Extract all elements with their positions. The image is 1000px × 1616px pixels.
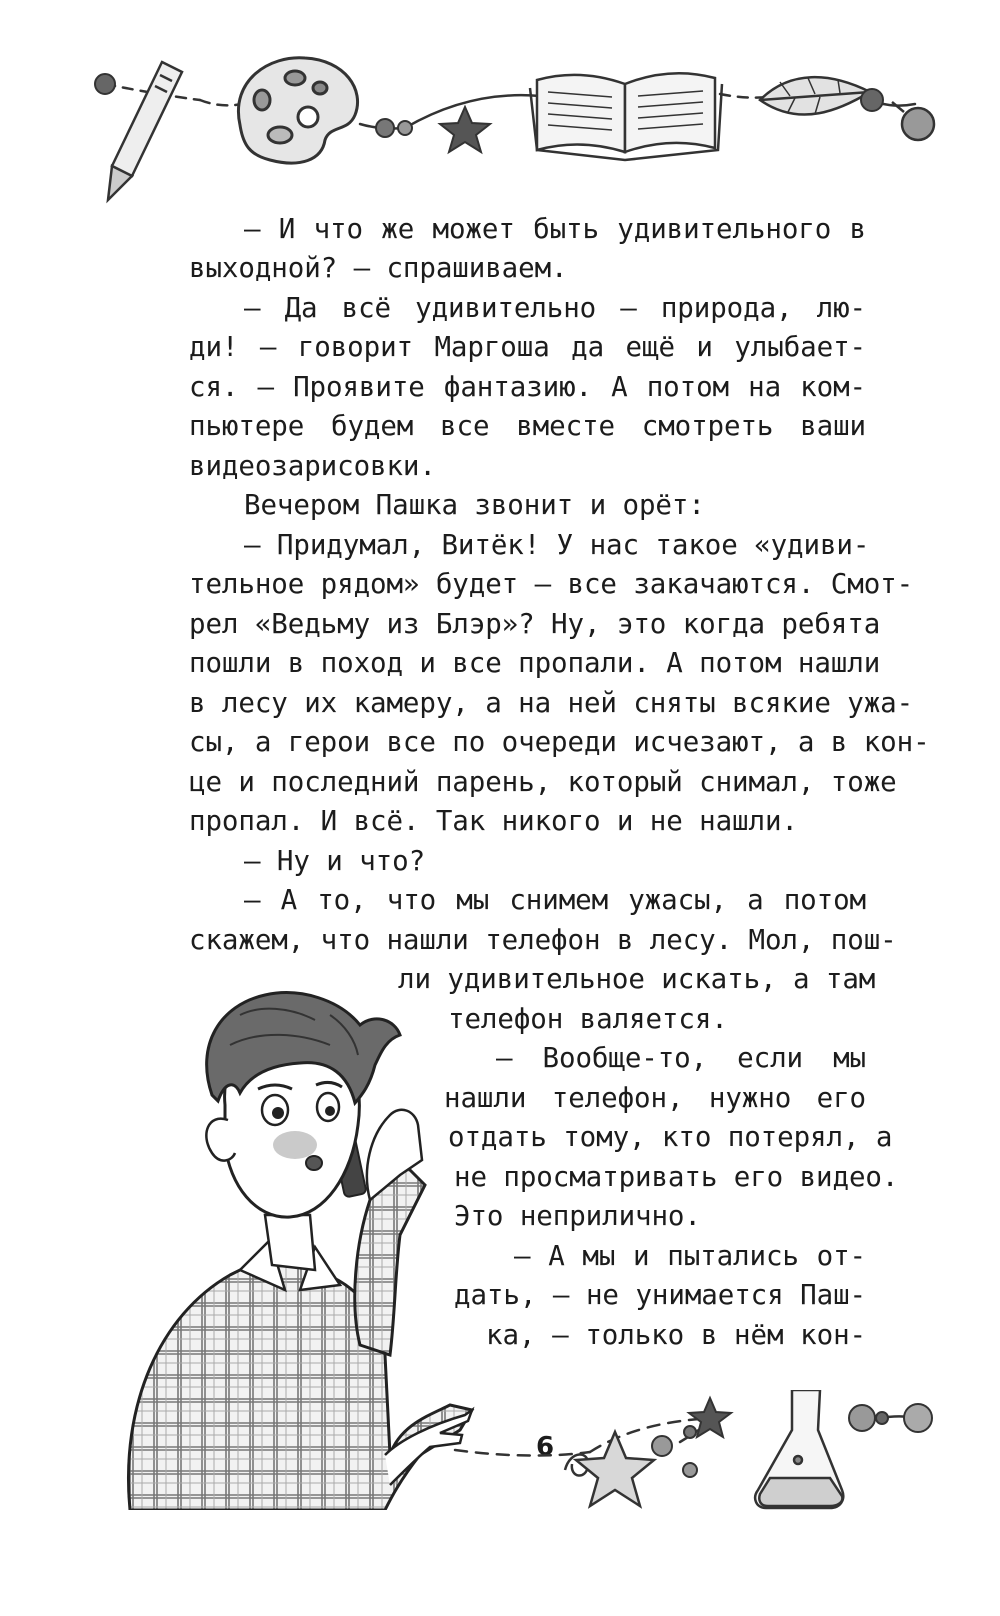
text-line: Вечером Пашка звонит и орёт: xyxy=(244,489,705,521)
text-line: ся. — Проявите фантазию. А потом на ком- xyxy=(189,371,866,403)
star-icon xyxy=(576,1432,654,1506)
text-line: ли удивительное искать, а там xyxy=(398,963,876,995)
text-line: отдать тому, кто потерял, а xyxy=(448,1121,893,1153)
text-line: — Придумал, Витёк! У нас такое «удиви- xyxy=(244,529,870,561)
text-line: Это неприлично. xyxy=(454,1200,701,1232)
text-line: — Да всё удивительно — природа, лю- xyxy=(244,292,866,324)
text-line: пьютере будем все вместе смотреть ваши xyxy=(189,410,866,442)
text-line: ка, — только в нём кон- xyxy=(486,1319,866,1351)
text-line: нашли телефон, нужно его xyxy=(444,1082,866,1114)
text-line: — А мы и пытались от- xyxy=(514,1240,866,1272)
text-line: скажем, что нашли телефон в лесу. Мол, пош- xyxy=(189,924,897,956)
bottom-decoration xyxy=(0,1390,1000,1616)
text-line: видеозарисовки. xyxy=(189,450,436,482)
text-line: в лесу их камеру, а на ней сняты всякие ужа- xyxy=(189,687,914,719)
text-line: — И что же может быть удивительного в xyxy=(244,213,866,245)
text-line: рел «Ведьму из Блэр»? Ну, это когда ребята xyxy=(189,608,881,640)
text-line: ди! — говорит Маргоша да ещё и улыбает- xyxy=(189,331,866,363)
text-line: сы, а герои все по очереди исчезают, а в кон- xyxy=(189,726,930,758)
text-line: телефон валяется. xyxy=(448,1003,728,1035)
text-line: — Ну и что? xyxy=(244,845,426,877)
text-line: — Вообще-то, если мы xyxy=(496,1042,866,1074)
text-line: пошли в поход и все пропали. А потом нашли xyxy=(189,647,881,679)
flask-icon xyxy=(755,1390,843,1508)
text-line: — А то, что мы снимем ужасы, а потом xyxy=(244,884,866,916)
text-line: выходной? — спрашиваем. xyxy=(189,252,568,284)
text-line: пропал. И всё. Так никого и не нашли. xyxy=(189,805,798,837)
text-line: не просматривать его видео. xyxy=(454,1161,899,1193)
text-line: дать, — не унимается Паш- xyxy=(454,1279,866,1311)
text-line: тельное рядом» будет — все закачаются. Смот- xyxy=(189,568,914,600)
text-line: це и последний парень, который снимал, тоже xyxy=(189,766,897,798)
page-number: 6 xyxy=(536,1432,555,1462)
